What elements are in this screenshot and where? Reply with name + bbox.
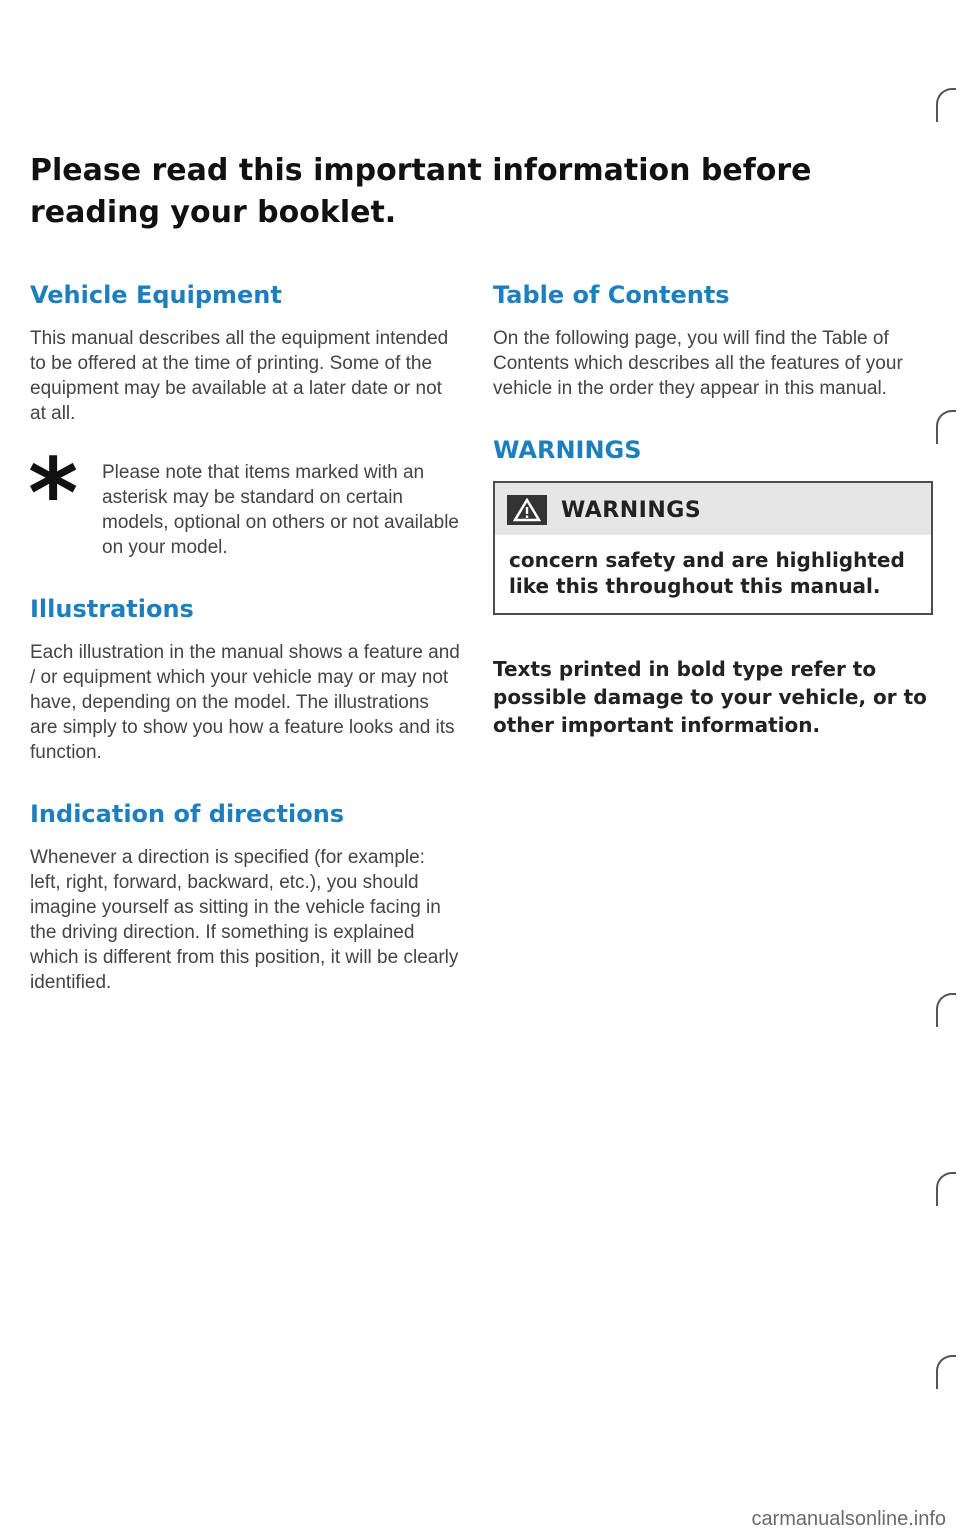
- page-edge-mark: [936, 1355, 956, 1389]
- section-directions: [30, 799, 460, 995]
- warning-box-title: WARNINGS: [561, 497, 702, 523]
- section-vehicle-equipment: [30, 280, 460, 426]
- section-table-of-contents: [493, 280, 933, 401]
- asterisk-icon: *: [28, 438, 79, 550]
- right-column: [493, 280, 933, 739]
- heading-directions: Indication of directions: [30, 800, 345, 828]
- page-title: Please read this important information before reading your booklet.: [30, 153, 812, 230]
- paragraph-illustrations: Each illustration in the manual shows a feature and / or equipment which your vehicle may or may not have, depending on the model. The illustrations are simply to show you how a feature looks and its function.: [30, 642, 460, 763]
- section-warnings: [493, 435, 933, 615]
- paragraph-vehicle-equipment: This manual describes all the equipment intended to be offered at the time of printing. Some of the equipment may be available at a later date or not at all.: [30, 328, 449, 424]
- heading-vehicle-equipment: Vehicle Equipment: [30, 281, 282, 309]
- page-edge-mark: [936, 1172, 956, 1206]
- asterisk-note: [28, 438, 460, 560]
- warning-box-header: [495, 483, 931, 535]
- page-edge-mark: [936, 993, 956, 1027]
- bold-type-note: Texts printed in bold type refer to possible damage to your vehicle, or to other important information.: [493, 657, 927, 737]
- heading-warnings: WARNINGS: [493, 436, 642, 464]
- page-edge-mark: [936, 88, 956, 122]
- section-illustrations: [30, 594, 460, 765]
- warning-box-text: concern safety and are highlighted like this throughout this manual.: [509, 548, 905, 598]
- watermark-text: carmanualsonline.info: [751, 1508, 946, 1530]
- left-column: [30, 280, 460, 1029]
- paragraph-table-of-contents: On the following page, you will find the Table of Contents which describes all the features of your vehicle in the order they appear in this manual.: [493, 328, 903, 399]
- page-edge-mark: [936, 410, 956, 444]
- heading-illustrations: Illustrations: [30, 595, 194, 623]
- paragraph-asterisk-note: Please note that items marked with an asterisk may be standard on certain models, optional on others or not available on your model.: [102, 462, 460, 558]
- warning-box: [493, 481, 933, 615]
- heading-table-of-contents: Table of Contents: [493, 281, 730, 309]
- warning-triangle-icon: [507, 495, 547, 525]
- paragraph-directions: Whenever a direction is specified (for example: left, right, forward, backward, etc.), you should imagine yourself as sitting in the vehicle facing in the driving direction. If something is explained which is different from this position, it will be clearly identified.: [30, 847, 459, 993]
